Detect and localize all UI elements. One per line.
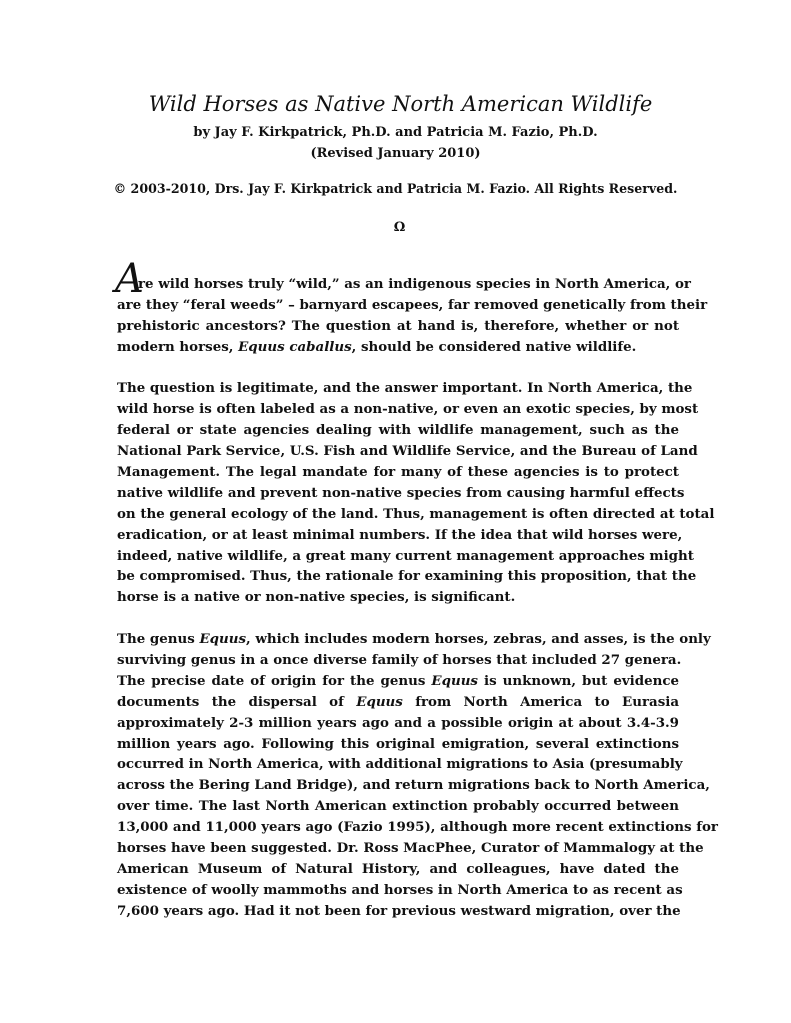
- revision-note: (Revised January 2010): [310, 146, 481, 161]
- text-line: [117, 901, 679, 922]
- text-run: eradication, or at least minimal numbers. If the idea that wild horses were,: [117, 526, 683, 543]
- text-run: surviving genus in a once diverse family of horses that included 27 genera.: [117, 652, 682, 669]
- text-run: existence of woolly mammoths and horses in North America to as recent as: [117, 881, 683, 898]
- text-line: [117, 859, 679, 880]
- text-line: [117, 483, 685, 504]
- text-line: [117, 880, 683, 901]
- text-line: [117, 817, 718, 838]
- text-run: across the Bering Land Bridge), and return migrations back to North America,: [117, 777, 710, 794]
- paragraph: [117, 274, 708, 358]
- text-run: native wildlife and prevent non-native species from causing harmful effects: [117, 484, 685, 501]
- document-title: Wild Horses as Native North American Wildlife: [148, 92, 653, 116]
- text-run: 13,000 and 11,000 years ago (Fazio 1995), although more recent extinctions for: [117, 819, 718, 836]
- text-line: [117, 838, 704, 859]
- text-run: occurred in North America, with additional migrations to Asia (presumably: [117, 756, 683, 773]
- text-line: [117, 775, 710, 796]
- text-run: , which includes modern horses, zebras, and asses, is the only: [246, 631, 711, 648]
- text-run: prehistoric ancestors? The question at hand is, therefore, whether or not: [117, 317, 679, 334]
- text-run: documents the dispersal of: [117, 693, 357, 710]
- text-run: re wild horses truly “wild,” as an indigenous species in North America, or: [138, 276, 691, 292]
- drop-cap: A: [115, 256, 144, 302]
- text-line: [117, 316, 679, 337]
- text-run: be compromised. Thus, the rationale for examining this proposition, that the: [117, 568, 697, 585]
- text-run: indeed, native wildlife, a great many current management approaches might: [117, 547, 694, 564]
- text-line: [117, 692, 679, 713]
- paragraph: [117, 629, 718, 921]
- text-line: [117, 587, 679, 608]
- text-run: 7,600 years ago. Had it not been for previous westward migration, over the: [117, 902, 681, 919]
- text-run: Management. The legal mandate for many of these agencies is to protect: [117, 464, 679, 481]
- text-line: [117, 399, 699, 420]
- text-run: The genus: [117, 631, 200, 648]
- section-separator: Ω: [393, 220, 406, 235]
- text-line: [117, 650, 682, 671]
- text-line: [117, 337, 679, 358]
- text-run: The precise date of origin for the genus: [117, 672, 432, 689]
- copyright-notice: © 2003-2010, Drs. Jay F. Kirkpatrick and Patricia M. Fazio. All Rights Reserved.: [113, 181, 678, 196]
- text-run: is unknown, but evidence: [477, 672, 679, 689]
- text-run: modern horses,: [117, 338, 239, 355]
- text-run: approximately 2-3 million years ago and a possible origin at about 3.4-3.9: [117, 714, 679, 731]
- text-line: [117, 525, 683, 546]
- text-run: horses have been suggested. Dr. Ross MacPhee, Curator of Mammalogy at the: [117, 840, 704, 857]
- body-text: [117, 274, 718, 943]
- text-run: from North America to Eurasia: [402, 693, 679, 710]
- text-line: [117, 734, 679, 755]
- italic-term: Equus caballus: [238, 338, 352, 355]
- paragraph: [117, 378, 715, 608]
- text-line: [117, 295, 708, 316]
- italic-term: Equus: [199, 631, 247, 648]
- text-line: [117, 546, 694, 567]
- italic-term: Equus: [431, 672, 478, 689]
- text-line: [117, 754, 683, 775]
- text-line: [117, 274, 691, 295]
- text-run: on the general ecology of the land. Thus, management is often directed at total: [117, 505, 715, 522]
- text-run: over time. The last North American extinction probably occurred between: [117, 798, 679, 815]
- italic-term: Equus: [356, 693, 403, 710]
- text-line: [117, 671, 679, 692]
- text-line: [117, 566, 697, 587]
- text-run: federal or state agencies dealing with wildlife management, such as the: [117, 422, 679, 439]
- text-line: [117, 629, 711, 650]
- text-run: American Museum of Natural History, and colleagues, have dated the: [117, 860, 679, 877]
- text-line: [117, 420, 679, 441]
- text-run: are they “feral weeds” – barnyard escapees, far removed genetically from their: [117, 296, 708, 313]
- text-run: wild horse is often labeled as a non-native, or even an exotic species, by most: [117, 401, 699, 418]
- text-line: [117, 504, 715, 525]
- text-run: , should be considered native wildlife.: [351, 338, 637, 355]
- text-line: [117, 713, 679, 734]
- text-run: horse is a native or non-native species, is significant.: [117, 589, 516, 606]
- text-line: [117, 462, 679, 483]
- text-run: National Park Service, U.S. Fish and Wildlife Service, and the Bureau of Land: [117, 443, 698, 460]
- text-run: The question is legitimate, and the answer important. In North America, the: [117, 380, 693, 397]
- document-authors: by Jay F. Kirkpatrick, Ph.D. and Patricia M. Fazio, Ph.D.: [193, 125, 598, 140]
- text-run: million years ago. Following this original emigration, several extinctions: [117, 735, 679, 752]
- text-line: [117, 796, 679, 817]
- text-line: [117, 378, 693, 399]
- text-line: [117, 441, 698, 462]
